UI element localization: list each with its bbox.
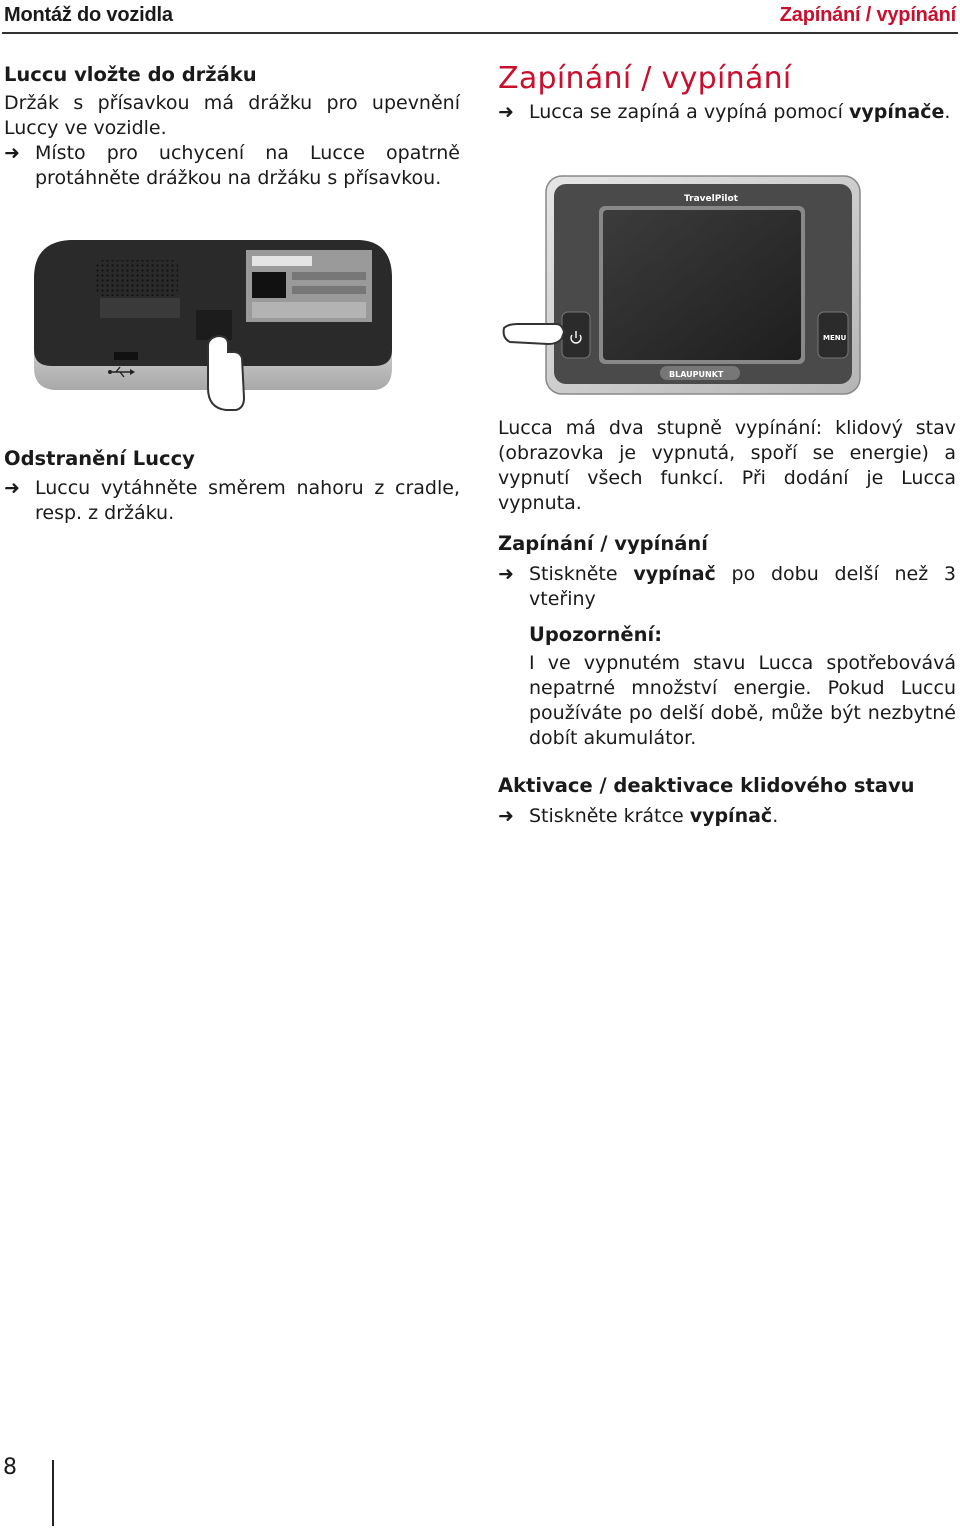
menu-label: MENU	[823, 334, 847, 342]
note-text: I ve vypnutém stavu Lucca spotřebovává nepatrné množství energie. Pokud Luccu používáte po delší době, může být nezbytné dobít akumulátor.	[529, 652, 956, 749]
standby-heading: Aktivace / deaktivace klidového stavu	[498, 774, 915, 797]
arrow-right-icon: ➜	[498, 805, 514, 827]
onoff-details-section	[498, 416, 956, 829]
arrow-right-icon: ➜	[4, 142, 20, 164]
arrow-right-icon: ➜	[498, 563, 514, 585]
insert-text: Držák s přísavkou má drážku pro upevnění Luccy ve vozidle.	[4, 92, 460, 139]
page-number: 8	[3, 1455, 17, 1480]
remove-heading: Odstranění Luccy	[4, 447, 195, 470]
stages-text: Lucca má dva stupně vypínání: klidový stav (obrazovka je vypnutá, spoří se energie) a vypnutí všech funkcí. Při dodání je Lucca vypnuta.	[498, 417, 956, 514]
arrow-right-icon: ➜	[498, 101, 514, 123]
header-chapter-title: Zapínání / vypínání	[779, 4, 956, 26]
travelpilot-logo: TravelPilot	[684, 194, 738, 204]
standby-step: ➜ Stiskněte krátce vypínač.	[498, 805, 779, 827]
insert-heading: Luccu vložte do držáku	[4, 63, 257, 86]
onoff-intro: ➜ Lucca se zapíná a vypíná pomocí vypínače.	[498, 101, 951, 123]
insert-section	[4, 62, 460, 191]
onoff-heading: Zapínání / vypínání	[498, 532, 708, 555]
pointing-hand-icon	[504, 324, 564, 344]
arrow-right-icon: ➜	[4, 477, 20, 499]
remove-step: ➜ Luccu vytáhněte směrem nahoru z cradle, resp. z držáku.	[4, 477, 460, 524]
header-section-title: Montáž do vozidla	[4, 4, 173, 26]
right-title: Zapínání / vypínání	[498, 61, 792, 96]
page-margin-rule	[52, 1460, 54, 1526]
device-back-illustration	[30, 238, 395, 413]
remove-section	[4, 446, 460, 526]
blaupunkt-logo: BLAUPUNKT	[669, 370, 724, 379]
header-rule	[2, 32, 958, 34]
onoff-step: ➜ Stiskněte vypínač po dobu delší než 3 vteřiny	[498, 563, 956, 610]
onoff-intro-section	[498, 62, 956, 125]
note-heading: Upozornění:	[529, 623, 663, 646]
note-box	[498, 622, 956, 751]
insert-step: ➜ Místo pro uchycení na Lucce opatrně protáhněte drážkou na držáku s přísavkou.	[4, 142, 460, 189]
device-front-illustration	[500, 174, 862, 396]
